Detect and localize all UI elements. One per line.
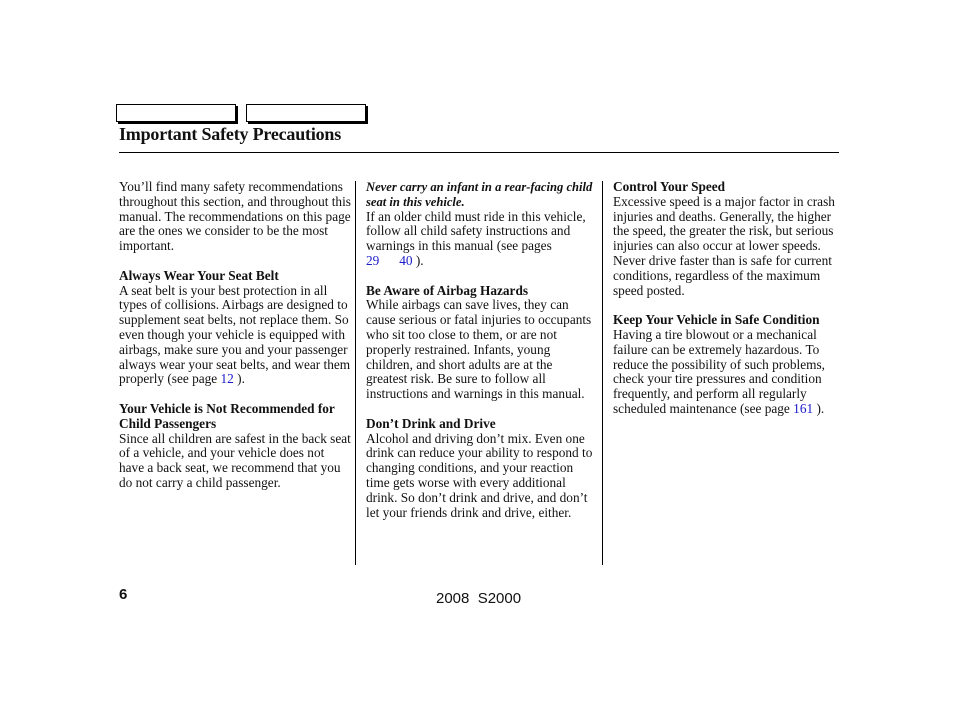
safe-condition-body: Having a tire blowout or a mechanical failure can be extremely hazardous. To reduce the possibility of such problems, check your tire pressures and condition frequently, and perform all regularly scheduled maintenance (see page <box>613 326 825 416</box>
safe-condition-text <box>613 328 841 417</box>
column-divider <box>355 181 356 565</box>
page-link-161[interactable]: 161 <box>793 400 814 416</box>
footer-model: 2008 S2000 <box>436 590 522 607</box>
speed-text: Excessive speed is a major factor in crash injuries and deaths. Generally, the higher the speed, the greater the risk, but serious injuries can also occur at lower speeds. Never drive faster than is safe for current conditions, regardless of the maximum speed posted. <box>613 193 835 298</box>
column-divider <box>602 181 603 565</box>
column-2 <box>366 180 596 520</box>
nav-next-button[interactable] <box>246 104 366 122</box>
page-number: 6 <box>119 586 128 603</box>
speed-heading: Control Your Speed <box>613 179 726 194</box>
seatbelt-end: ). <box>237 371 245 387</box>
seatbelt-heading: Always Wear Your Seat Belt <box>119 267 279 283</box>
page-link-40[interactable]: 40 <box>399 252 413 268</box>
older-child-text <box>366 210 596 269</box>
column-3 <box>613 180 841 417</box>
older-child-body: If an older child must ride in this vehicle, follow all child safety instructions and warnings in this manual (see pages <box>366 208 586 254</box>
infant-warning: Never carry an infant in a rear-facing child seat in this vehicle. <box>366 180 593 209</box>
column-1 <box>119 180 351 491</box>
child-heading: Your Vehicle is Not Recommended for Child Passengers <box>119 400 335 431</box>
drink-heading: Don’t Drink and Drive <box>366 415 496 431</box>
safe-condition-heading: Keep Your Vehicle in Safe Condition <box>613 312 820 328</box>
child-text: Since all children are safest in the back seat of a vehicle, and your vehicle does not have a back seat, we recommend that you do not carry a child passenger. <box>119 430 351 490</box>
airbag-text: While airbags can save lives, they can cause serious or fatal injuries to occupants who sit too close to them, or are not properly restrained. Infants, young children, and short adults are at the greatest risk. Be sure to follow all instructions and warnings in this manual. <box>366 297 592 402</box>
seatbelt-body: A seat belt is your best protection in all types of collisions. Airbags are designed to supplement seat belts, not replace them. So even though your vehicle is equipped with airbags, make sure you and your passenger always wear your seat belts, and wear them properly (see page <box>119 282 351 387</box>
airbag-heading: Be Aware of Airbag Hazards <box>366 282 529 298</box>
intro-text: You’ll find many safety recommendations throughout this section, and throughout this manual. The recommendations on this page are the ones we consider to be the most important. <box>119 179 351 254</box>
nav-prev-button[interactable] <box>116 104 236 122</box>
title-rule <box>119 152 839 153</box>
page-link-12[interactable]: 12 <box>220 371 234 387</box>
seatbelt-text <box>119 284 351 388</box>
drink-text: Alcohol and driving don’t mix. Even one drink can reduce your ability to respond to changing conditions, and your reaction time gets worse with every additional drink. So don’t drink and drive, and don’t let your friends drink and drive, either. <box>366 430 593 520</box>
older-child-end: ). <box>415 252 424 268</box>
page-title: Important Safety Precautions <box>119 124 342 144</box>
safe-condition-end: ). <box>816 400 825 416</box>
page-link-29[interactable]: 29 <box>366 252 380 268</box>
